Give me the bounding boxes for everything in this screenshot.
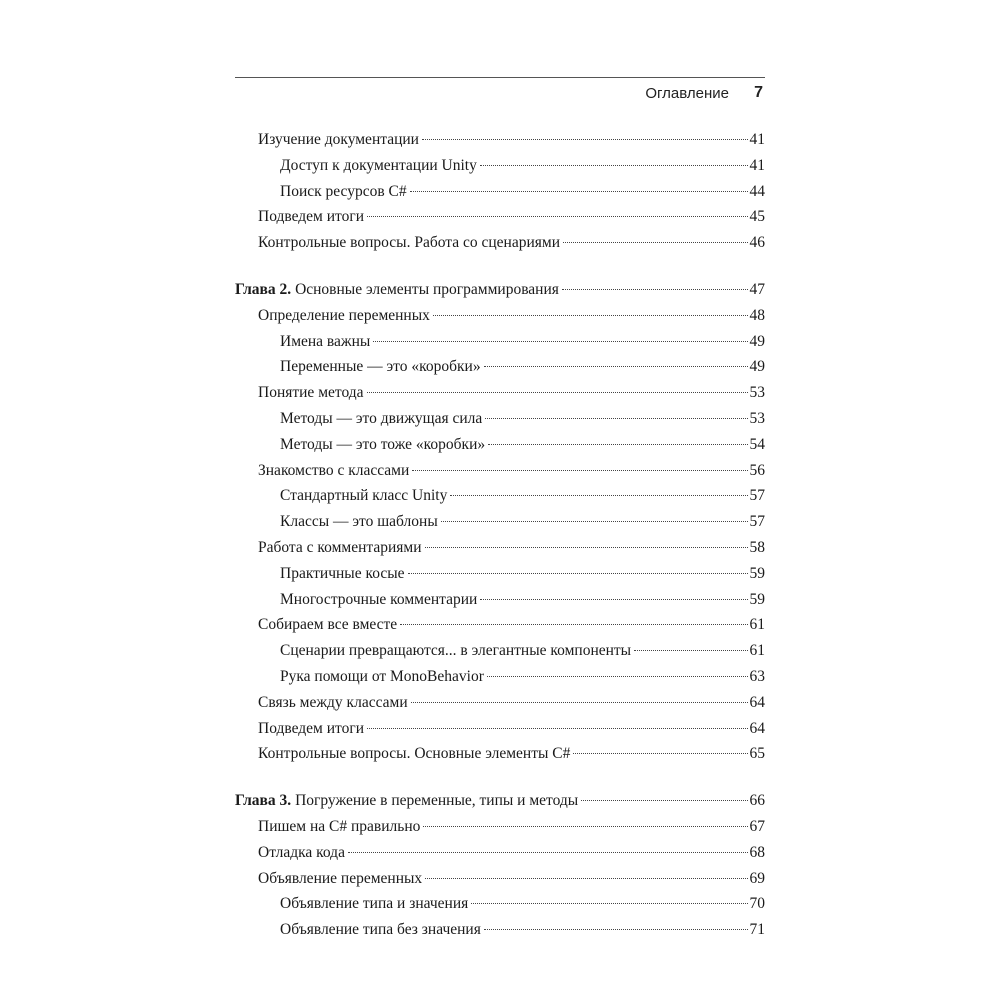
toc-entry-text: Связь между классами [258,693,408,711]
toc-section [235,788,765,943]
toc-entry [235,814,765,840]
toc-entry-text: Работа с комментариями [258,538,422,556]
toc-entry [235,917,765,943]
toc-entry [235,535,765,561]
toc-entry-title [280,917,481,943]
toc-entry-text: Объявление типа и значения [280,895,469,913]
toc-entry-text: Отладка кода [258,843,345,861]
dot-leader [411,702,748,703]
dot-leader [488,444,747,445]
toc-page-number: 47 [749,280,765,298]
toc-page-number: 67 [749,817,765,835]
toc-entry-title [280,587,477,613]
toc-entry [235,741,765,767]
toc-entry-text: Контрольные вопросы. Работа со сценариями [258,234,560,252]
toc-entry-title [258,535,422,561]
toc-entry [235,354,765,380]
toc-entry-title [235,788,578,814]
toc-entry-title [280,638,631,664]
dot-leader [634,650,747,651]
toc-entry [235,179,765,205]
toc-page-number: 61 [749,616,765,634]
toc-page-number: 66 [749,792,765,810]
toc-entry-text: Понятие метода [258,384,364,402]
toc-entry-title [258,303,430,329]
dot-leader [485,418,747,419]
toc-entry [235,612,765,638]
toc-entry [235,204,765,230]
dot-leader [484,366,748,367]
toc-entry-text: Подведем итоги [258,208,365,226]
toc-entry-title [280,179,407,205]
toc-entry-text: Методы — это движущая сила [280,409,483,427]
toc-entry-title [280,329,370,355]
toc-page-number: 56 [749,461,765,479]
toc-entry-text: Знакомство с классами [258,461,410,479]
toc-entry-title [280,432,485,458]
toc-entry-title [280,509,438,535]
toc-entry-text: Объявление переменных [258,869,423,887]
toc-entry-text: Стандартный класс Unity [280,487,448,505]
dot-leader [573,753,747,754]
dot-leader [367,216,747,217]
dot-leader [425,878,747,879]
dot-leader [471,903,747,904]
toc-page-number: 64 [749,719,765,737]
dot-leader [400,624,747,625]
toc-entry-text: Переменные — это «коробки» [280,358,481,376]
dot-leader [487,676,748,677]
toc-entry [235,866,765,892]
toc-entry [235,432,765,458]
toc-entry-text: Погружение в переменные, типы и методы [295,792,579,810]
toc-entry-text: Практичные косые [280,564,405,582]
dot-leader [480,165,748,166]
toc-entry-text: Поиск ресурсов C# [280,182,407,200]
dot-leader [348,852,748,853]
dot-leader [412,470,747,471]
toc-entry-text: Имена важны [280,332,371,350]
toc-entry [235,509,765,535]
dot-leader [480,599,747,600]
toc-entry [235,458,765,484]
toc-entry [235,664,765,690]
toc-entry-title [280,891,468,917]
dot-leader [425,547,748,548]
dot-leader [367,728,747,729]
toc-entry [235,153,765,179]
toc-entry-text: Определение переменных [258,306,430,324]
toc-page-number: 48 [749,306,765,324]
toc-entry-text: Многострочные комментарии [280,590,478,608]
toc-page-number: 57 [749,487,765,505]
toc-entry-text: Методы — это тоже «коробки» [280,435,486,453]
toc-page-number: 63 [749,667,765,685]
toc-entry-title [235,277,559,303]
toc-entry-text: Сценарии превращаются... в элегантные компоненты [280,642,632,660]
chapter-label: Глава 3. [235,792,292,810]
toc-entry-text: Доступ к документации Unity [280,156,477,174]
toc-page-number: 45 [749,208,765,226]
toc-chapter-entry [235,788,765,814]
toc-section [235,127,765,256]
toc-page-number: 59 [749,564,765,582]
dot-leader [410,191,748,192]
toc-entry [235,230,765,256]
toc-entry [235,891,765,917]
toc-entry-title [280,354,481,380]
toc-page-number: 49 [749,332,765,350]
dot-leader [484,929,748,930]
dot-leader [581,800,747,801]
table-of-contents [235,127,765,943]
toc-page-number: 53 [749,384,765,402]
toc-entry-text: Собираем все вместе [258,616,398,634]
toc-entry-text: Рука помощи от MonoBehavior [280,667,484,685]
toc-page-number: 59 [749,590,765,608]
dot-leader [367,392,748,393]
dot-leader [408,573,748,574]
toc-entry-title [258,814,420,840]
toc-entry-text: Подведем итоги [258,719,365,737]
toc-entry-title [258,230,560,256]
page-number: 7 [754,84,763,101]
toc-page-number: 70 [749,895,765,913]
toc-page-number: 69 [749,869,765,887]
toc-entry-text: Контрольные вопросы. Основные элементы C# [258,745,571,763]
dot-leader [433,315,748,316]
running-head-title: Оглавление [645,85,729,102]
toc-section [235,277,765,767]
toc-page-number: 58 [749,538,765,556]
toc-entry-text: Изучение документации [258,131,419,148]
toc-page-number: 65 [749,745,765,763]
dot-leader [562,289,748,290]
toc-entry-title [280,483,447,509]
toc-chapter-entry [235,277,765,303]
toc-page-number: 54 [749,435,765,453]
running-head [235,78,765,104]
chapter-label: Глава 2. [235,280,292,298]
toc-page-number: 71 [749,921,765,939]
toc-entry-title [280,664,484,690]
toc-entry [235,561,765,587]
toc-entry-text: Основные элементы программирования [295,280,559,298]
toc-entry [235,716,765,742]
toc-entry-text: Объявление типа без значения [280,921,481,939]
toc-entry-title [258,716,364,742]
dot-leader [373,341,747,342]
dot-leader [450,495,747,496]
toc-entry [235,638,765,664]
toc-entry-title [258,380,364,406]
toc-page-number: 57 [749,513,765,531]
toc-entry [235,690,765,716]
toc-entry-title [280,153,477,179]
toc-entry-title [280,406,482,432]
toc-entry [235,303,765,329]
toc-entry-title [258,204,364,230]
toc-page-number: 61 [749,642,765,660]
toc-entry [235,127,765,153]
toc-entry-title [258,127,419,153]
dot-leader [422,139,748,140]
toc-entry-title [258,612,397,638]
toc-entry [235,329,765,355]
toc-page-number: 64 [749,693,765,711]
toc-page-number: 49 [749,358,765,376]
toc-entry [235,840,765,866]
toc-entry-title [258,690,408,716]
toc-entry [235,483,765,509]
toc-entry-title [258,458,409,484]
toc-entry [235,587,765,613]
toc-entry [235,406,765,432]
toc-entry-title [258,741,570,767]
book-page [235,77,765,939]
toc-entry [235,380,765,406]
toc-page-number: 41 [749,131,765,148]
toc-page-number: 46 [749,234,765,252]
dot-leader [563,242,748,243]
dot-leader [441,521,748,522]
toc-page-number: 41 [749,156,765,174]
dot-leader [423,826,747,827]
toc-page-number: 68 [749,843,765,861]
toc-entry-title [258,840,345,866]
toc-entry-text: Классы — это шаблоны [280,513,438,531]
toc-page-number: 53 [749,409,765,427]
toc-entry-text: Пишем на C# правильно [258,817,421,835]
toc-entry-title [280,561,405,587]
toc-page-number: 44 [749,182,765,200]
toc-entry-title [258,866,422,892]
